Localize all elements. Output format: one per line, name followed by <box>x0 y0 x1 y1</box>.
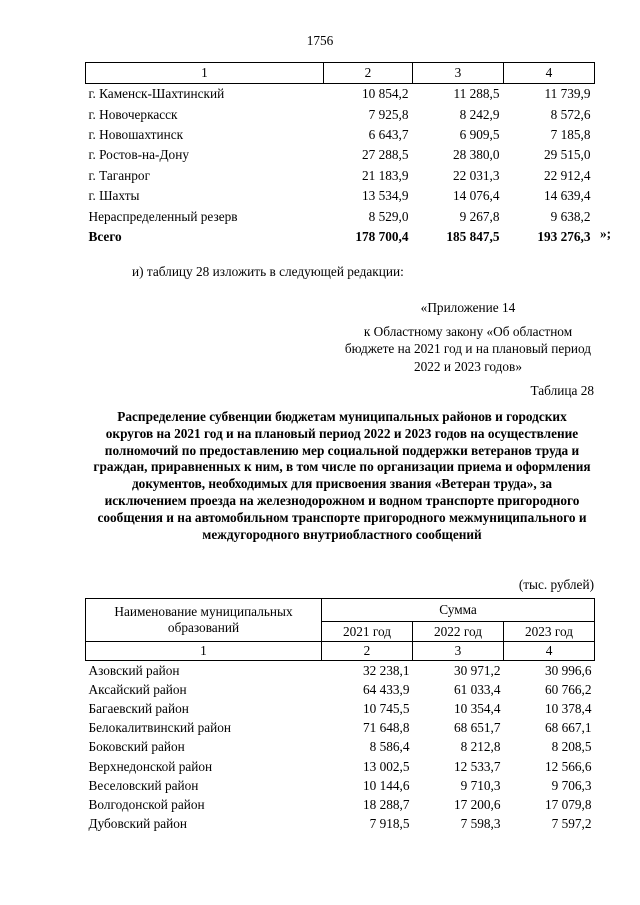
column-number-row <box>86 642 595 661</box>
municipality-name: Волгодонской район <box>88 796 205 812</box>
table-row <box>86 815 595 834</box>
subvention-table <box>85 598 595 834</box>
municipality-name: Верхнедонской район <box>88 758 213 774</box>
value-2023: 7 597,2 <box>551 816 592 832</box>
value-2023: 22 912,4 <box>543 167 591 183</box>
column-number: 3 <box>413 63 504 84</box>
closing-quote: »; <box>600 226 612 241</box>
total-2021: 178 700,4 <box>355 228 409 244</box>
municipality-name: г. Таганрог <box>88 167 151 183</box>
table-row <box>86 719 595 738</box>
value-2021: 18 288,7 <box>362 796 410 812</box>
table-row <box>86 680 595 699</box>
column-number: 2 <box>322 642 413 661</box>
municipality-name: Багаевский район <box>88 700 189 716</box>
value-2021: 8 586,4 <box>369 739 410 755</box>
total-row <box>86 227 595 247</box>
municipality-name: г. Шахты <box>88 188 140 204</box>
table-row <box>86 145 595 165</box>
table-row <box>86 186 595 206</box>
table-row <box>86 795 595 814</box>
page-number: 1756 <box>306 33 334 48</box>
value-2023: 8 572,6 <box>550 106 591 122</box>
table-header <box>86 599 595 622</box>
table-row <box>86 757 595 776</box>
value-2021: 21 183,9 <box>361 167 409 183</box>
municipality-name: г. Каменск-Шахтинский <box>88 86 225 102</box>
value-2022: 30 971,2 <box>453 662 501 678</box>
total-2022: 185 847,5 <box>446 228 500 244</box>
municipality-name: Боковский район <box>88 739 185 755</box>
municipality-name: Нераспределенный резерв <box>88 208 238 224</box>
appendix-block <box>340 299 596 375</box>
municipality-name: Белокалитвинский район <box>88 720 232 736</box>
value-2022: 11 288,5 <box>453 86 500 102</box>
table-heading: Распределение субвенции бюджетам муниципальных районов и городских округов на 2021 год и на плановый период 2022 и 2023 годов на осуществление полномочий по предоставлению мер социальной поддержки ветеранов труда и граждан, приравненных к ним, в том числе по организации приема и оформления документов, необходимых для присвоения звания «Ветеран труда», за исключением проезда на железнодорожном и водном транспорте пригородного сообщения и на автомобильном транспорте пригородного межмуниципального и междугородного внутриобластного сообщений <box>93 409 591 542</box>
value-2022: 6 909,5 <box>459 126 500 142</box>
column-number: 3 <box>413 642 504 661</box>
value-2021: 27 288,5 <box>361 147 409 163</box>
value-2023: 9 638,2 <box>550 208 591 224</box>
column-number: 4 <box>504 63 595 84</box>
column-number: 2 <box>324 63 413 84</box>
table-row <box>86 776 595 795</box>
value-2021: 64 433,9 <box>362 681 410 697</box>
value-2021: 10 144,6 <box>362 777 410 793</box>
year-header: 2021 год <box>322 622 413 642</box>
municipality-name: Дубовский район <box>88 816 188 832</box>
municipality-name: г. Новошахтинск <box>88 126 184 142</box>
municipality-name: Аксайский район <box>88 681 187 697</box>
sum-column-header: Сумма <box>322 599 595 622</box>
table-row <box>86 125 595 145</box>
value-2023: 8 208,5 <box>551 739 592 755</box>
value-2023: 11 739,9 <box>544 86 591 102</box>
column-number: 4 <box>504 642 595 661</box>
value-2021: 7 925,8 <box>368 106 409 122</box>
table-row <box>86 84 595 105</box>
value-2022: 8 212,8 <box>460 739 501 755</box>
value-2022: 12 533,7 <box>453 758 501 774</box>
value-2022: 17 200,6 <box>453 796 501 812</box>
value-2022: 14 076,4 <box>452 188 500 204</box>
value-2022: 10 354,4 <box>453 700 501 716</box>
value-2023: 14 639,4 <box>543 188 591 204</box>
value-2022: 7 598,3 <box>460 816 501 832</box>
value-2023: 68 667,1 <box>544 720 592 736</box>
value-2022: 22 031,3 <box>452 167 500 183</box>
table-label: Таблица 28 <box>530 383 594 398</box>
value-2021: 13 002,5 <box>362 758 410 774</box>
value-2021: 6 643,7 <box>368 126 409 142</box>
value-2021: 71 648,8 <box>362 720 410 736</box>
table-row <box>86 206 595 226</box>
value-2021: 7 918,5 <box>369 816 410 832</box>
value-2023: 30 996,6 <box>544 662 592 678</box>
table-row <box>86 166 595 186</box>
value-2022: 68 651,7 <box>453 720 501 736</box>
value-2023: 7 185,8 <box>550 126 591 142</box>
appendix-text: к Областному закону «Об областном бюджете на 2021 год и на плановый период 2022 и 2023 годов» <box>344 323 592 374</box>
total-label: Всего <box>88 228 122 244</box>
table-row <box>86 104 595 124</box>
value-2022: 9 267,8 <box>459 208 500 224</box>
value-2021: 8 529,0 <box>368 208 409 224</box>
value-2023: 9 706,3 <box>551 777 592 793</box>
table-row <box>86 738 595 757</box>
municipality-name: г. Новочеркасск <box>88 106 178 122</box>
table-row <box>86 699 595 718</box>
value-2021: 10 745,5 <box>362 700 410 716</box>
municipality-name: г. Ростов-на-Дону <box>88 147 189 163</box>
value-2021: 13 534,9 <box>361 188 409 204</box>
column-number: 1 <box>86 63 324 84</box>
value-2021: 32 238,1 <box>362 662 410 678</box>
value-2023: 12 566,6 <box>544 758 592 774</box>
year-header: 2023 год <box>504 622 595 642</box>
value-2022: 8 242,9 <box>459 106 500 122</box>
column-number: 1 <box>86 642 322 661</box>
table-row <box>86 661 595 681</box>
value-2021: 10 854,2 <box>361 86 409 102</box>
value-2023: 17 079,8 <box>544 796 592 812</box>
continuation-table <box>85 62 595 247</box>
value-2023: 10 378,4 <box>544 700 592 716</box>
municipality-name: Азовский район <box>88 662 180 678</box>
instruction-text: и) таблицу 28 изложить в следующей редакции: <box>132 264 404 279</box>
municipality-name: Веселовский район <box>88 777 199 793</box>
unit-label: (тыс. рублей) <box>518 577 594 592</box>
name-column-header: Наименование муниципальных образований <box>86 599 322 642</box>
value-2023: 60 766,2 <box>544 681 592 697</box>
value-2022: 9 710,3 <box>460 777 501 793</box>
value-2023: 29 515,0 <box>543 147 591 163</box>
total-2023: 193 276,3 <box>537 228 591 244</box>
value-2022: 28 380,0 <box>452 147 500 163</box>
value-2022: 61 033,4 <box>453 681 501 697</box>
continuation-table-header <box>86 63 595 84</box>
appendix-title: «Приложение 14 <box>420 300 516 315</box>
year-header: 2022 год <box>413 622 504 642</box>
